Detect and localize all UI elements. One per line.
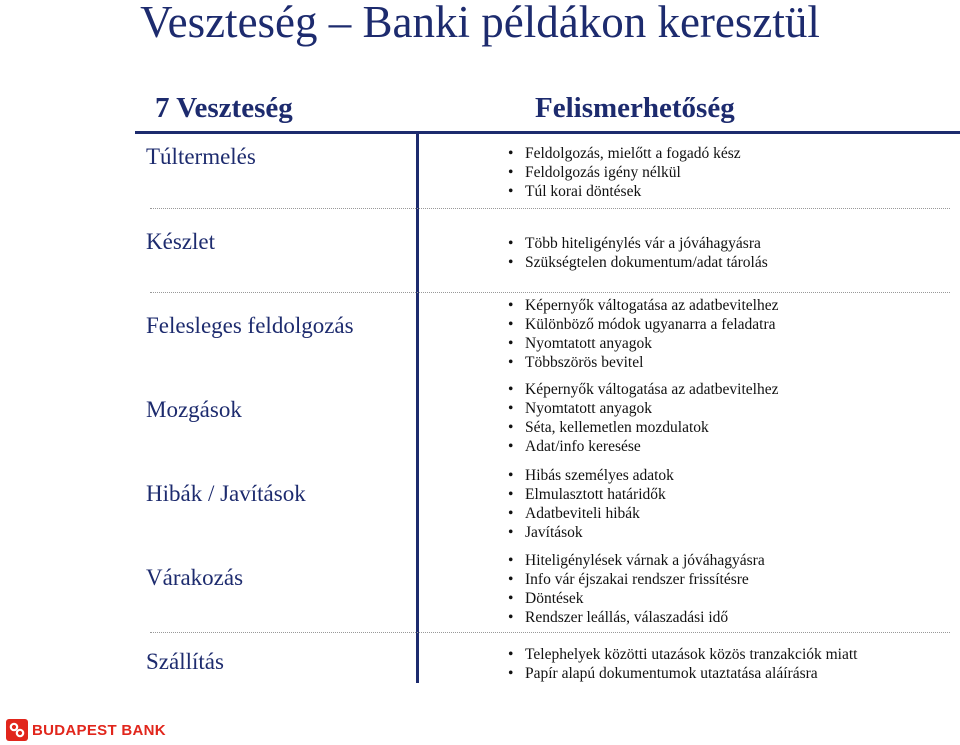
list-item: • Telephelyek közötti utazások közös tranzakciók miatt (508, 645, 857, 664)
list-item: • Adat/info keresése (508, 437, 778, 456)
list-item: • Nyomtatott anyagok (508, 399, 778, 418)
list-overproduction (508, 144, 741, 201)
list-item: • Többszörös bevitel (508, 353, 778, 372)
list-item: • Döntések (508, 589, 765, 608)
list-item: • Papír alapú dokumentumok utaztatása aláírásra (508, 664, 857, 683)
row-separator (150, 632, 950, 633)
list-item: • Feldolgozás, mielőtt a fogadó kész (508, 144, 741, 163)
list-transport (508, 645, 857, 683)
column-header-recognition: Felismerhetőség (535, 92, 735, 124)
list-item: • Elmulasztott határidők (508, 485, 674, 504)
list-item: • Túl korai döntések (508, 182, 741, 201)
row-separator (150, 292, 950, 293)
category-overprocessing: Felesleges feldolgozás (146, 313, 354, 338)
list-item: • Képernyők váltogatása az adatbevitelhez (508, 296, 778, 315)
list-item: • Szükségtelen dokumentum/adat tárolás (508, 253, 768, 272)
list-item: • Hibás személyes adatok (508, 466, 674, 485)
category-defects: Hibák / Javítások (146, 481, 306, 506)
list-item: • Info vár éjszakai rendszer frissítésre (508, 570, 765, 589)
list-item: • Javítások (508, 523, 674, 542)
budapest-bank-logo (6, 719, 166, 741)
bank-logo-icon (6, 719, 28, 741)
list-item: • Rendszer leállás, válaszadási idő (508, 608, 765, 627)
list-item: • Különböző módok ugyanarra a feladatra (508, 315, 778, 334)
list-waiting (508, 551, 765, 627)
category-inventory: Készlet (146, 229, 215, 254)
list-inventory (508, 234, 768, 272)
category-transport: Szállítás (146, 649, 224, 674)
list-motion (508, 380, 778, 456)
list-item: • Hiteligénylések várnak a jóváhagyásra (508, 551, 765, 570)
category-motion: Mozgások (146, 397, 242, 422)
list-overprocessing (508, 296, 778, 372)
list-item: • Képernyők váltogatása az adatbevitelhez (508, 380, 778, 399)
logo-text: BUDAPEST BANK (32, 721, 166, 739)
column-divider (416, 131, 419, 683)
list-item: • Nyomtatott anyagok (508, 334, 778, 353)
category-overproduction: Túltermelés (146, 144, 256, 169)
column-header-waste: 7 Veszteség (155, 92, 293, 124)
row-separator (150, 208, 950, 209)
list-item: • Séta, kellemetlen mozdulatok (508, 418, 778, 437)
list-item: • Adatbeviteli hibák (508, 504, 674, 523)
list-item: • Feldolgozás igény nélkül (508, 163, 741, 182)
header-divider (135, 131, 960, 134)
page-title: Veszteség – Banki példákon keresztül (140, 0, 820, 47)
category-waiting: Várakozás (146, 565, 244, 590)
list-defects (508, 466, 674, 542)
list-item: • Több hiteligénylés vár a jóváhagyásra (508, 234, 768, 253)
